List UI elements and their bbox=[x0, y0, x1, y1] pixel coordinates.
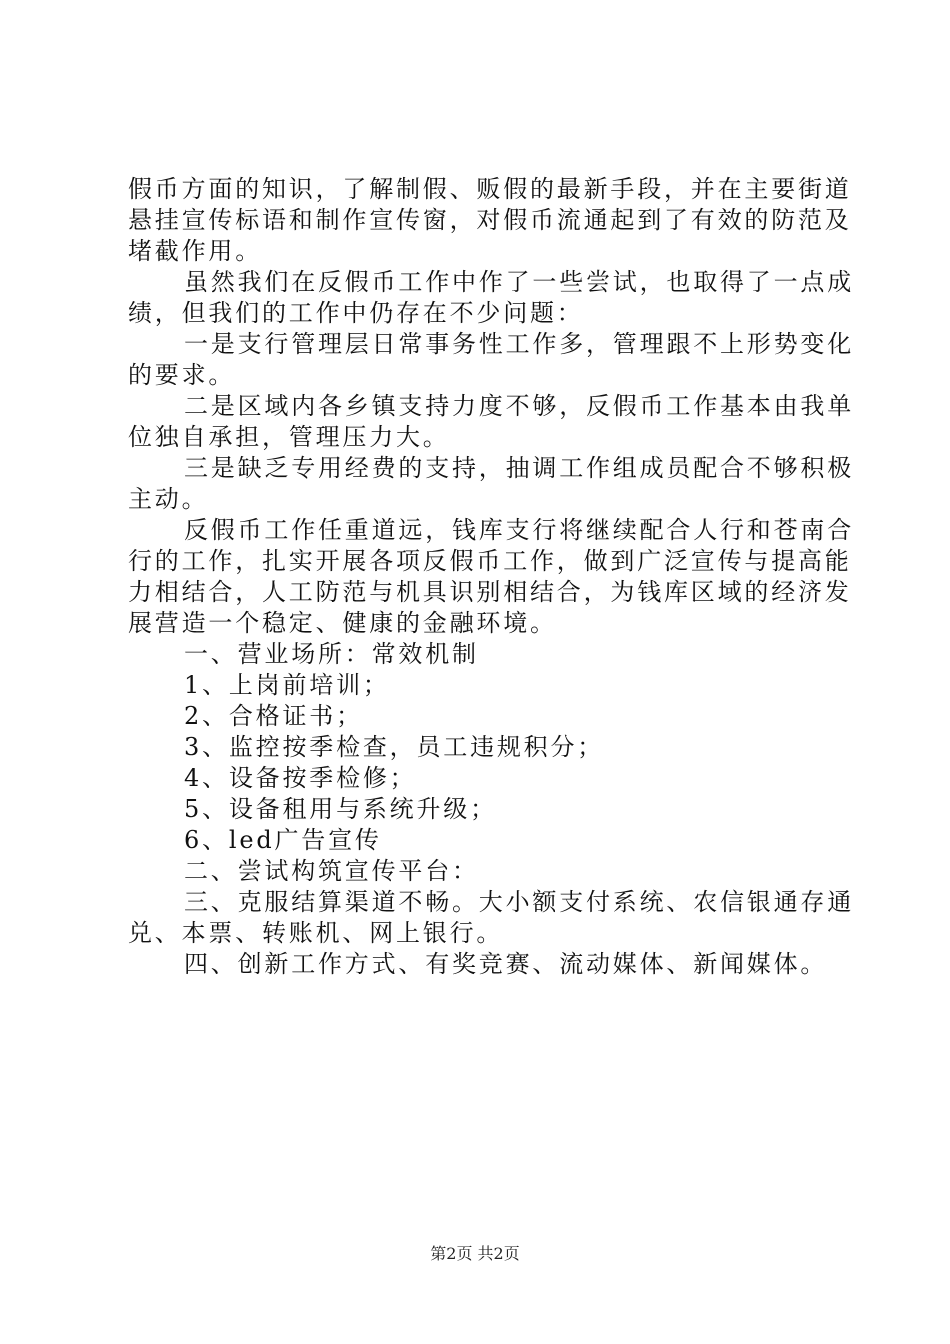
document-body bbox=[128, 174, 854, 980]
text-line: 位独自承担，管理压力大。 bbox=[128, 423, 450, 451]
text-line: 二是区域内各乡镇支持力度不够，反假币工作基本由我单 bbox=[184, 392, 854, 420]
text-line: 一、营业场所：常效机制 bbox=[184, 640, 479, 668]
text-line: 展营造一个稳定、健康的金融环境。 bbox=[128, 609, 557, 637]
text-line: 虽然我们在反假币工作中作了一些尝试，也取得了一点成 bbox=[184, 268, 854, 296]
text-line: 力相结合，人工防范与机具识别相结合，为钱库区域的经济发 bbox=[128, 578, 852, 606]
text-line: 的要求。 bbox=[128, 361, 236, 389]
page-footer: 第2页 共2页 bbox=[430, 1244, 520, 1263]
text-line: 3、监控按季检查，员工违规积分； bbox=[184, 733, 605, 761]
text-line: 6、led广告宣传 bbox=[184, 826, 382, 854]
text-line: 2、合格证书； bbox=[184, 702, 363, 730]
text-line: 二、尝试构筑宣传平台： bbox=[184, 857, 479, 885]
text-line: 堵截作用。 bbox=[128, 237, 262, 265]
text-line: 一是支行管理层日常事务性工作多，管理跟不上形势变化 bbox=[184, 330, 854, 358]
text-line: 三是缺乏专用经费的支持，抽调工作组成员配合不够积极 bbox=[184, 454, 854, 482]
text-line: 反假币工作任重道远，钱库支行将继续配合人行和苍南合 bbox=[184, 516, 854, 544]
text-line: 行的工作，扎实开展各项反假币工作，做到广泛宣传与提高能 bbox=[128, 547, 852, 575]
text-line: 5、设备租用与系统升级； bbox=[184, 795, 497, 823]
text-line: 四、创新工作方式、有奖竞赛、流动媒体、新闻媒体。 bbox=[184, 950, 828, 978]
text-line: 三、克服结算渠道不畅。大小额支付系统、农信银通存通 bbox=[184, 888, 854, 916]
text-line: 4、设备按季检修； bbox=[184, 764, 417, 792]
text-line: 1、上岗前培训； bbox=[184, 671, 390, 699]
text-line: 主动。 bbox=[128, 485, 209, 513]
text-line: 兑、本票、转账机、网上银行。 bbox=[128, 919, 504, 947]
text-line: 假币方面的知识，了解制假、贩假的最新手段，并在主要街道 bbox=[128, 175, 852, 203]
text-line: 绩，但我们的工作中仍存在不少问题： bbox=[128, 299, 584, 327]
text-line: 悬挂宣传标语和制作宣传窗，对假币流通起到了有效的防范及 bbox=[128, 206, 852, 234]
